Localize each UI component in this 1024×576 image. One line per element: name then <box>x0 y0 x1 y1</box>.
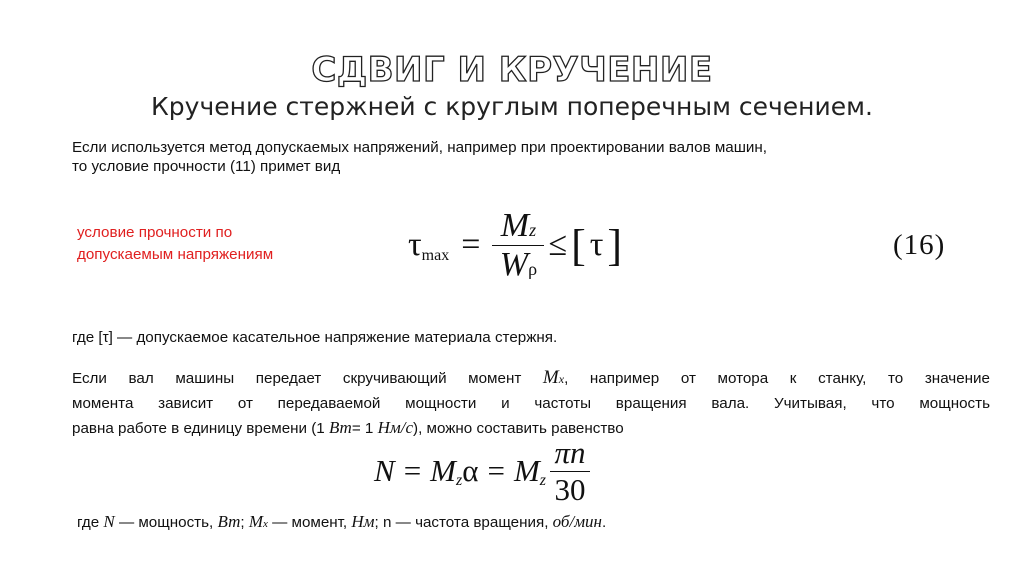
where-tau-text: где [τ] — допускаемое касательное напряжение материала стержня. <box>72 329 558 346</box>
unit-watt: Вт <box>328 418 352 437</box>
denominator-sub: ρ <box>528 258 538 279</box>
paragraph-text-3a: равна работе в единицу времени (1 <box>72 420 329 437</box>
unit-nm-per-s: Нм/с <box>377 418 414 437</box>
paragraph-text-1a: Если вал машины передает скручивающий момент <box>72 370 543 387</box>
power-formula <box>374 436 590 506</box>
wf-d: — момент, <box>267 514 352 531</box>
wf-M-sub: x <box>262 518 268 530</box>
paragraph-text-3c: ), можно составить равенство <box>413 420 624 437</box>
power-fraction <box>550 435 590 508</box>
formula-fraction <box>492 207 544 284</box>
bracket-right: ] <box>607 220 623 270</box>
wf-unit: об/мин <box>552 512 602 531</box>
formula-le: ≤ <box>548 226 568 263</box>
power-sub-1: z <box>456 472 463 489</box>
formula-tau-sub: max <box>421 247 450 264</box>
intro-line-1: Если используется метод допускаемых напряжений, например при проектировании валов машин, <box>72 139 768 156</box>
power-numerator: πn <box>554 434 586 470</box>
numerator-sub: z <box>529 219 537 240</box>
paragraph-line-2: момента зависит от передаваемой мощности и частоты вращения вала. Учитывая, что мощность <box>72 394 990 412</box>
main-paragraph <box>72 366 990 442</box>
bracket-tau: τ <box>589 226 604 263</box>
wf-f: — частота вращения, <box>391 514 553 531</box>
power-sub-2: z <box>539 472 547 489</box>
wf-vt: Вт <box>217 512 241 531</box>
formula-tau: τ <box>408 226 422 263</box>
bracket-left: [ <box>571 220 586 270</box>
wf-N: N <box>103 512 115 531</box>
formula-number: (16) <box>893 229 946 261</box>
wf-b: — мощность, <box>114 514 218 531</box>
power-alpha: α <box>462 453 479 488</box>
condition-label-line-1: условие прочности по <box>77 224 233 241</box>
intro-line-2: то условие прочности (11) примет вид <box>72 158 341 175</box>
paragraph-moment-sub: x <box>558 372 565 386</box>
paragraph-moment-M: M <box>542 367 559 388</box>
condition-label <box>77 222 273 266</box>
power-denominator: 30 <box>554 471 586 507</box>
wf-c: ; <box>240 514 249 531</box>
paragraph-text-1b: , например от мотора к станку, то значение <box>564 370 990 387</box>
intro-text <box>72 138 767 176</box>
power-N: N <box>374 453 395 488</box>
wf-e: ; <box>374 514 383 531</box>
wf-M: M <box>248 512 263 531</box>
fraction-denominator <box>492 246 544 284</box>
power-M1: M <box>430 453 456 488</box>
wf-g: . <box>601 514 607 531</box>
strength-formula <box>408 200 622 290</box>
condition-label-line-2: допускаемым напряжениям <box>77 246 274 263</box>
where-final-text <box>77 512 606 534</box>
power-eq-2: = <box>487 453 505 488</box>
fraction-numerator <box>492 207 544 245</box>
wf-n: n <box>382 514 392 531</box>
numerator-M: M <box>500 206 530 244</box>
paragraph-line-1 <box>72 366 990 392</box>
wf-a: где <box>77 514 104 531</box>
formula-equals: = <box>461 226 481 263</box>
power-M2: M <box>513 453 540 488</box>
page-subtitle: Кручение стержней с круглым поперечным сечением. <box>151 92 873 121</box>
wf-nm: Нм <box>351 512 375 531</box>
paragraph-text-3b: = 1 <box>351 420 378 437</box>
page-title: СДВИГ И КРУЧЕНИЕ <box>311 50 713 90</box>
power-eq-1: = <box>403 453 422 488</box>
denominator-W: W <box>499 245 529 283</box>
